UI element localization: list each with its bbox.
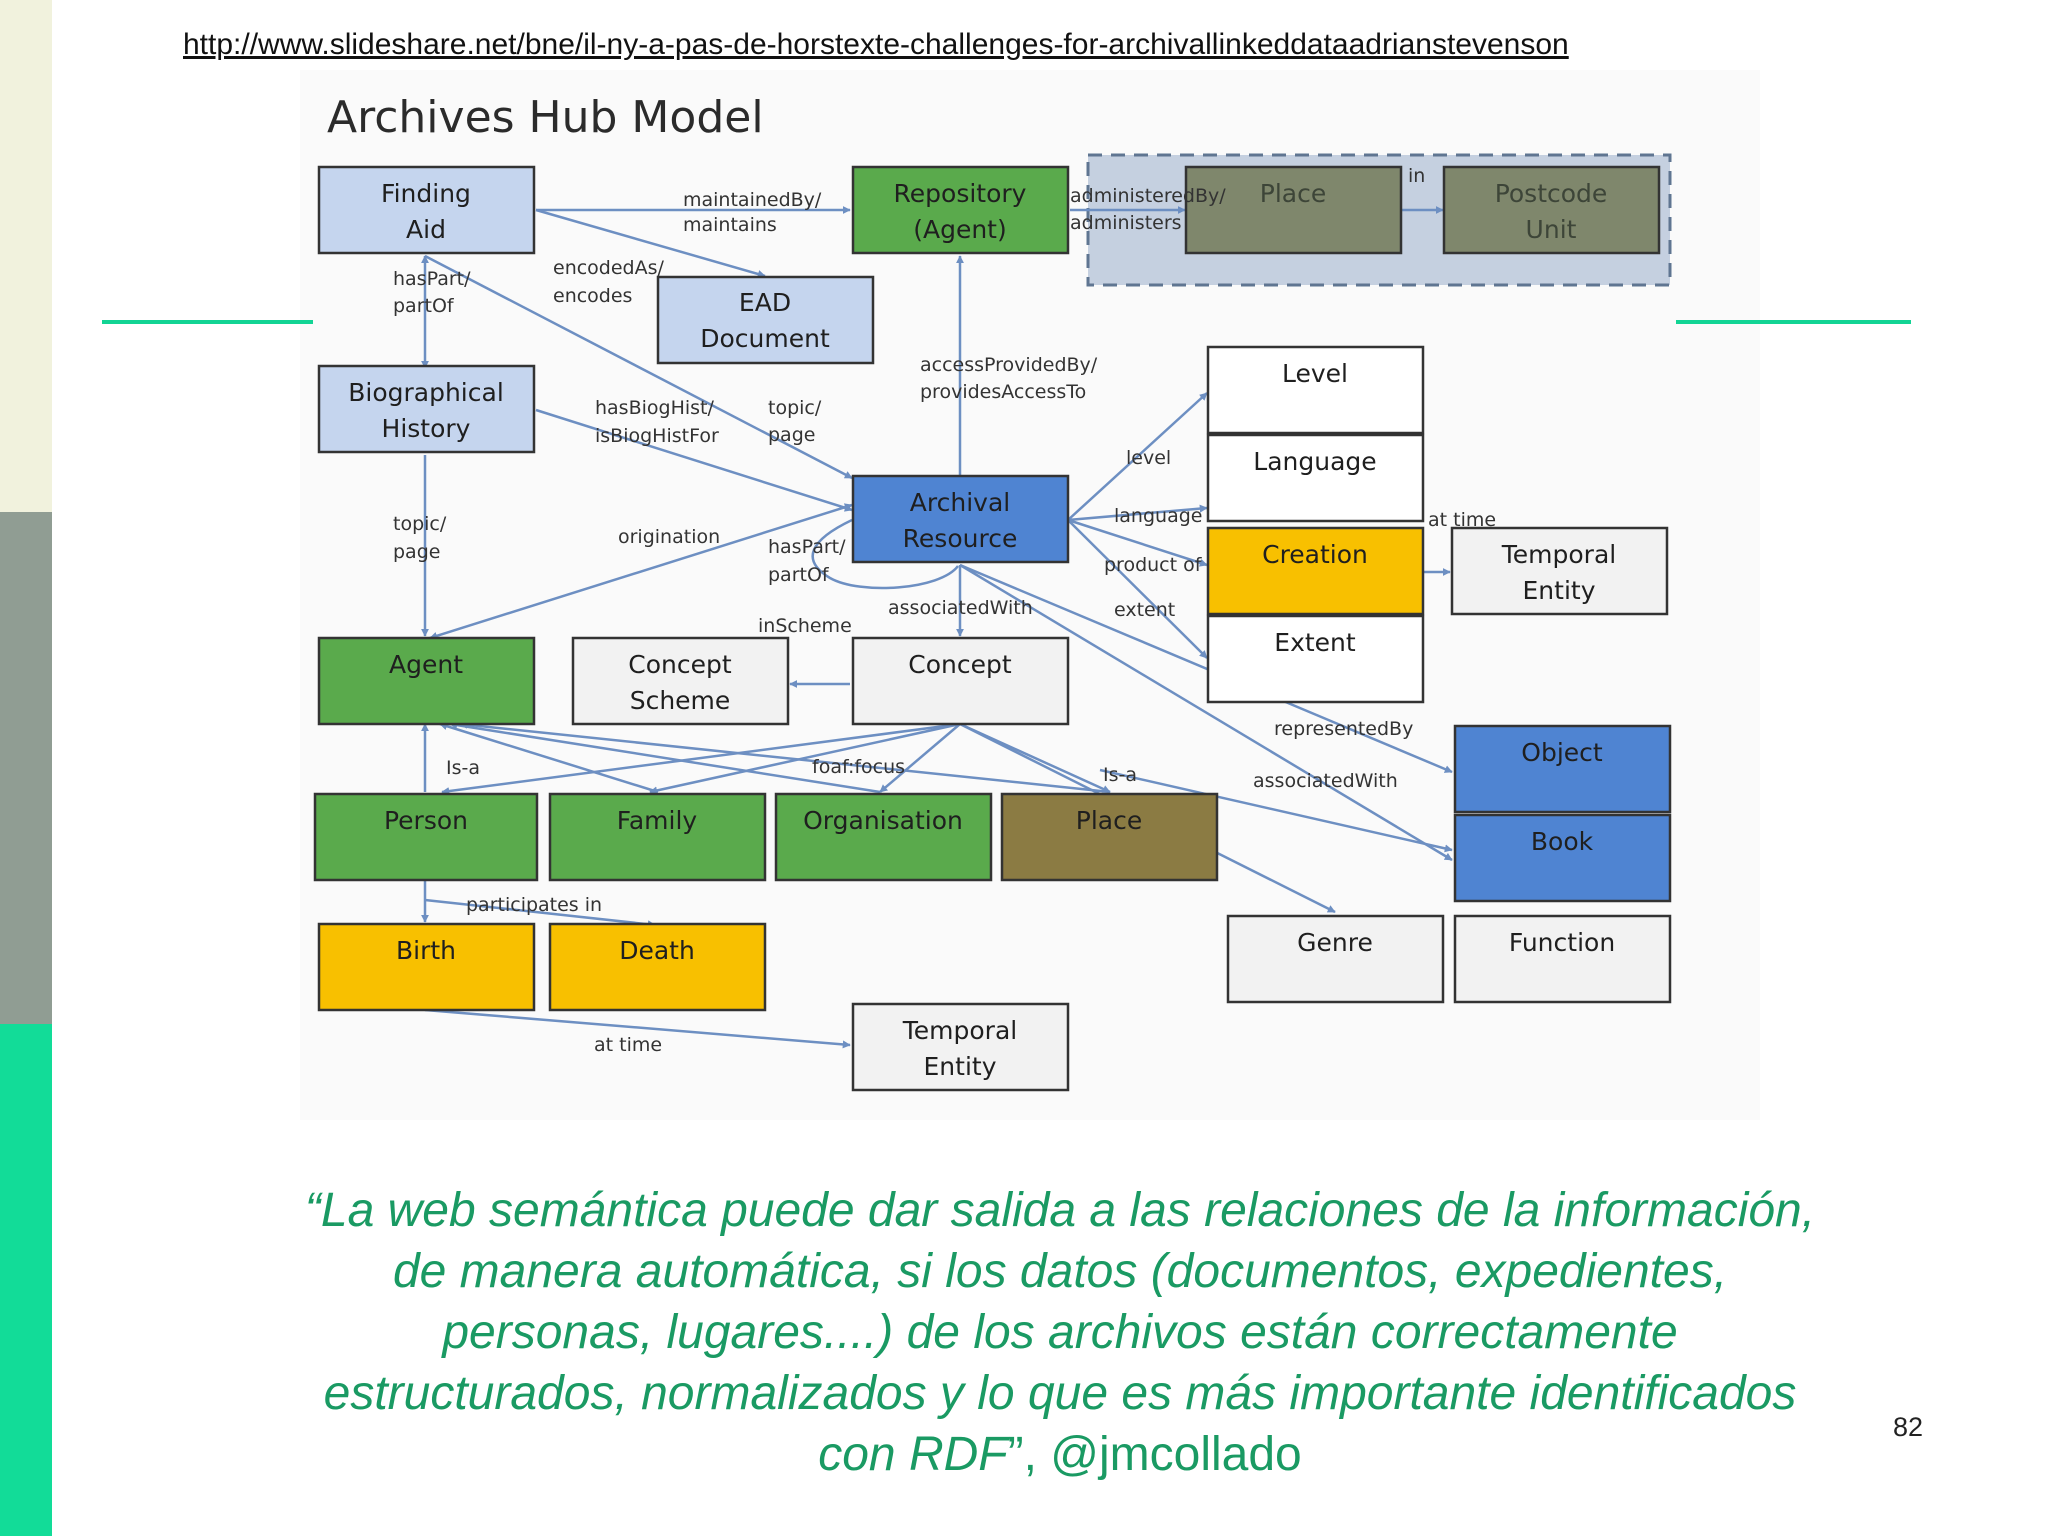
edge-label-in: in <box>1408 165 1426 187</box>
svg-text:Archival: Archival <box>909 488 1011 517</box>
edge-label-topic-left: topic/ <box>393 513 447 535</box>
page-number: 82 <box>1893 1412 1924 1442</box>
svg-text:Postcode: Postcode <box>1494 179 1608 208</box>
node-creation <box>1208 528 1423 614</box>
svg-text:Resource: Resource <box>902 524 1018 553</box>
node-organisation <box>776 794 991 880</box>
source-url-link[interactable]: http://www.slideshare.net/bne/il-ny-a-pas-de-horstexte-challenges-for-archivallinkeddataadrianstevenson <box>183 28 1569 61</box>
edge-label-has-biog-hist: hasBiogHist/ <box>595 397 714 419</box>
svg-text:(Agent): (Agent) <box>913 215 1007 244</box>
edge-label-product-of: product of <box>1104 554 1202 576</box>
node-finding-aid <box>319 167 534 253</box>
svg-text:Death: Death <box>619 936 695 965</box>
node-extent <box>1208 616 1423 702</box>
node-function <box>1455 916 1670 1002</box>
node-concept <box>853 638 1068 724</box>
node-temporal-entity-right <box>1452 528 1667 614</box>
svg-text:EAD: EAD <box>738 288 792 317</box>
node-repository <box>853 167 1068 253</box>
svg-text:Temporal: Temporal <box>1501 540 1617 569</box>
node-object <box>1455 726 1670 812</box>
svg-text:Object: Object <box>1521 738 1603 767</box>
svg-text:Creation: Creation <box>1262 540 1368 569</box>
svg-text:Organisation: Organisation <box>803 806 963 835</box>
node-postcode-unit <box>1444 167 1659 253</box>
edge-label-part-of-archival: partOf <box>768 564 829 586</box>
svg-text:Unit: Unit <box>1525 215 1577 244</box>
node-genre <box>1228 916 1443 1002</box>
svg-text:Agent: Agent <box>389 650 463 679</box>
svg-text:Finding: Finding <box>381 179 471 208</box>
svg-text:Temporal: Temporal <box>902 1016 1018 1045</box>
node-place-top <box>1186 167 1401 253</box>
svg-text:Birth: Birth <box>395 936 457 965</box>
edge-label-at-time-right: at time <box>1428 509 1497 531</box>
svg-text:Person: Person <box>383 806 469 835</box>
edge-label-represented-by: representedBy <box>1274 718 1414 740</box>
edge-label-encodes: encodes <box>553 285 633 307</box>
svg-text:Language: Language <box>1253 447 1377 476</box>
node-temporal-entity-bottom <box>853 1004 1068 1090</box>
edge-label-participates-in: participates in <box>466 894 603 916</box>
edge-label-part-of-top: partOf <box>393 295 454 317</box>
quote-open-mark: “ <box>304 1184 321 1237</box>
svg-text:Aid: Aid <box>406 215 446 244</box>
svg-text:Repository: Repository <box>893 179 1027 208</box>
edge-label-associated-with-top: associatedWith <box>888 597 1033 619</box>
edge-label-origination: origination <box>618 526 721 548</box>
edge-label-maintains: maintains <box>683 214 777 236</box>
svg-text:Extent: Extent <box>1274 628 1356 657</box>
edge-label-extent: extent <box>1114 599 1176 621</box>
node-ead-document <box>658 277 873 363</box>
svg-text:Genre: Genre <box>1297 928 1373 957</box>
quote-attribution: , @jmcollado <box>1023 1428 1302 1481</box>
edge-label-associated-with-bottom: associatedWith <box>1253 770 1398 792</box>
edge-label-has-part-archival: hasPart/ <box>768 536 846 558</box>
node-person <box>315 794 537 880</box>
svg-text:Level: Level <box>1282 359 1348 388</box>
edge-label-is-a-right: Is-a <box>1103 764 1138 786</box>
edge-label-maintained-by: maintainedBy/ <box>683 189 822 211</box>
edge-label-administered-by: administeredBy/ <box>1070 185 1226 207</box>
svg-text:Place: Place <box>1259 179 1327 208</box>
node-book <box>1455 815 1670 901</box>
quote-close-mark: ” <box>1007 1428 1024 1481</box>
edge-label-provides-access-to: providesAccessTo <box>920 381 1087 403</box>
edge-label-level: level <box>1126 447 1172 469</box>
edge-label-foaf-focus: foaf:focus <box>812 756 906 778</box>
edge-label-at-time-bottom: at time <box>594 1034 663 1056</box>
node-language <box>1208 435 1423 521</box>
svg-text:History: History <box>381 414 471 443</box>
node-concept-scheme <box>573 638 788 724</box>
node-archival-resource <box>853 476 1068 562</box>
svg-text:Scheme: Scheme <box>629 686 731 715</box>
node-death <box>550 924 765 1010</box>
edge-label-access-provided-by: accessProvidedBy/ <box>920 354 1098 376</box>
diagram-title: Archives Hub Model <box>327 92 764 143</box>
svg-text:Concept: Concept <box>908 650 1012 679</box>
edge-label-encoded-as: encodedAs/ <box>553 257 664 279</box>
edge-label-in-scheme: inScheme <box>758 615 852 637</box>
svg-text:Biographical: Biographical <box>348 378 504 407</box>
edge-label-page-left: page <box>393 541 441 563</box>
edge-label-language: language <box>1114 505 1203 527</box>
edge-label-has-part-top: hasPart/ <box>393 268 471 290</box>
svg-text:Entity: Entity <box>1522 576 1596 605</box>
quote-block <box>300 1180 1820 1485</box>
svg-text:Family: Family <box>616 806 698 835</box>
svg-text:Book: Book <box>1530 827 1594 856</box>
node-agent <box>319 638 534 724</box>
edge-label-is-biog-hist-for: isBiogHistFor <box>595 425 719 447</box>
svg-text:Entity: Entity <box>923 1052 997 1081</box>
node-place-bottom <box>1002 794 1217 880</box>
edge-label-is-a-left: Is-a <box>446 757 481 779</box>
svg-text:Function: Function <box>1508 928 1616 957</box>
svg-text:Place: Place <box>1075 806 1143 835</box>
edge-label-topic-mid: topic/ <box>768 397 822 419</box>
svg-text:Document: Document <box>700 324 830 353</box>
quote-text: La web semántica puede dar salida a las relaciones de la información, de manera automática, si los datos (documentos, expedientes, personas, lugares....) de los archivos están correctamente estructurados, normalizados y lo que es más importante identificados con RDF <box>320 1184 1816 1481</box>
node-birth <box>319 924 534 1010</box>
edge-label-administers: administers <box>1070 212 1182 234</box>
edge-label-page-mid: page <box>768 424 816 446</box>
node-level <box>1208 347 1423 433</box>
svg-text:Concept: Concept <box>628 650 732 679</box>
node-biographical-history <box>319 366 534 452</box>
node-family <box>550 794 765 880</box>
